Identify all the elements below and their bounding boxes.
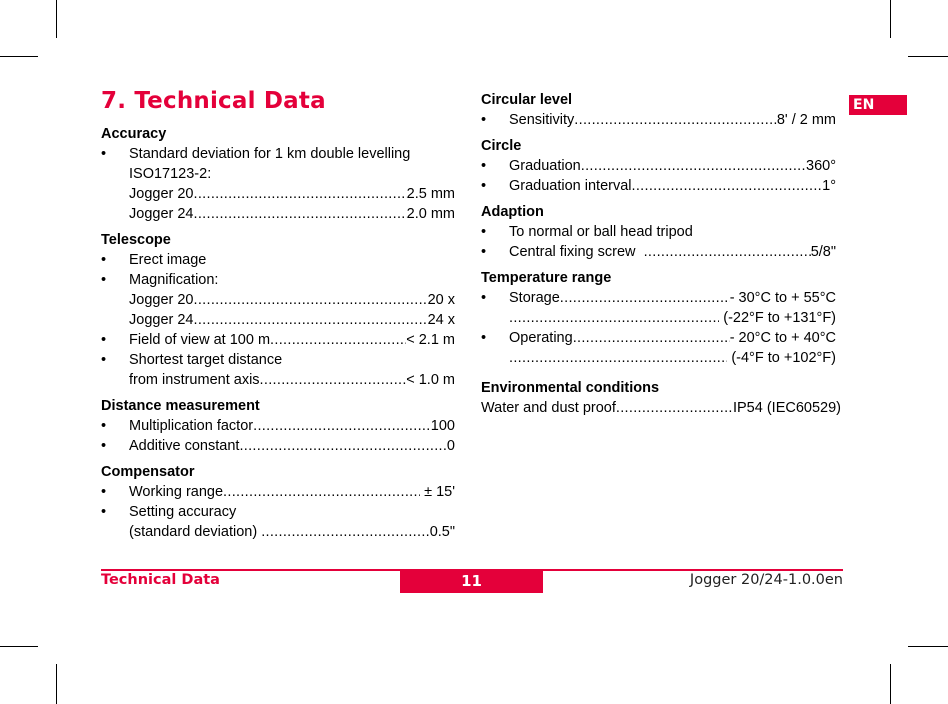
spec-label: • Storage — [509, 290, 560, 306]
spec-row — [481, 288, 836, 308]
list-item: • Standard deviation for 1 km double levelling — [101, 144, 455, 164]
spec-label: • Multiplication factor — [129, 418, 254, 434]
left-column — [101, 124, 455, 542]
spec-value: 24 x — [427, 312, 455, 328]
spec-label: • Sensitivity — [509, 112, 575, 128]
spec-row — [101, 290, 455, 310]
language-tab: EN — [849, 95, 907, 115]
spec-value: < 2.1 m — [406, 332, 455, 348]
spec-row — [481, 156, 836, 176]
list-item: • Erect image — [101, 250, 455, 270]
list-item: • Magnification: — [101, 270, 455, 290]
section-heading: Temperature range — [481, 270, 612, 286]
section-heading: Environmental conditions — [481, 380, 660, 396]
spec-row — [481, 308, 836, 328]
spec-value: 5/8" — [810, 244, 836, 260]
right-column — [481, 90, 841, 418]
footer-doc-id: Jogger 20/24-1.0.0en — [689, 572, 843, 588]
crop-mark — [56, 0, 57, 38]
section-heading: Adaption — [481, 204, 544, 220]
spec-label: Jogger 24 — [129, 312, 194, 328]
spec-row — [101, 522, 455, 542]
spec-row — [101, 436, 455, 456]
crop-mark — [890, 0, 891, 38]
spec-row — [481, 176, 836, 196]
spec-label: • Operating — [509, 330, 573, 346]
spec-row — [101, 330, 455, 350]
section-heading: Compensator — [101, 464, 195, 480]
spec-value: 360° — [806, 158, 836, 174]
spec-value: (-4°F to +102°F) — [727, 350, 836, 366]
spec-value: < 1.0 m — [406, 372, 455, 388]
spec-row — [481, 328, 836, 348]
crop-mark — [908, 56, 948, 57]
spec-label: • Working range — [129, 484, 224, 500]
spec-label: Jogger 20 — [129, 292, 194, 308]
crop-mark — [0, 646, 38, 647]
section-heading: Accuracy — [101, 126, 167, 142]
spec-value: 2.0 mm — [406, 206, 455, 222]
spec-value: 1° — [822, 178, 836, 194]
spec-row — [101, 184, 455, 204]
section-heading: Distance measurement — [101, 398, 260, 414]
page-title: 7. Technical Data — [101, 88, 326, 114]
list-item-continuation: ISO17123-2: — [129, 166, 212, 182]
spec-row — [481, 242, 836, 262]
spec-label: • Field of view at 100 m — [129, 332, 271, 348]
spec-row — [101, 204, 455, 224]
spec-label: • Graduation interval — [509, 178, 632, 194]
spec-row — [101, 370, 455, 390]
spec-value: 20 x — [427, 292, 455, 308]
list-item: • Setting accuracy — [101, 502, 455, 522]
crop-mark — [0, 56, 38, 57]
spec-value: 100 — [430, 418, 455, 434]
list-item: • Shortest target distance — [101, 350, 455, 370]
section-heading: Telescope — [101, 232, 171, 248]
spec-value: ± 15' — [420, 484, 455, 500]
spec-label: Jogger 20 — [129, 186, 194, 202]
page-number: 11 — [400, 570, 543, 593]
spec-label: from instrument axis — [129, 372, 260, 388]
spec-value: 0.5" — [429, 524, 455, 540]
crop-mark — [908, 646, 948, 647]
spec-row — [101, 482, 455, 502]
spec-label: (standard deviation) — [129, 524, 262, 540]
spec-row — [481, 110, 836, 130]
spec-value: IP54 (IEC60529) — [732, 400, 841, 416]
spec-label: Water and dust proof — [481, 400, 616, 416]
footer-section-title: Technical Data — [101, 572, 220, 588]
spec-value: - 20°C to + 40°C — [729, 330, 836, 346]
spec-row — [101, 416, 455, 436]
spec-label: • Graduation — [509, 158, 581, 174]
crop-mark — [890, 664, 891, 704]
list-item: • To normal or ball head tripod — [481, 222, 836, 242]
spec-value: 2.5 mm — [406, 186, 455, 202]
spec-row — [481, 348, 836, 368]
spec-row — [481, 398, 841, 418]
section-heading: Circle — [481, 138, 522, 154]
spec-value: (-22°F to +131°F) — [719, 310, 836, 326]
crop-mark — [56, 664, 57, 704]
spec-value: 0 — [446, 438, 455, 454]
spec-label: • Central fixing screw — [509, 244, 644, 260]
spec-value: - 30°C to + 55°C — [729, 290, 836, 306]
section-heading: Circular level — [481, 92, 573, 108]
spec-value: 8' / 2 mm — [776, 112, 836, 128]
spec-row — [101, 310, 455, 330]
spec-label: • Additive constant — [129, 438, 240, 454]
spec-label: Jogger 24 — [129, 206, 194, 222]
